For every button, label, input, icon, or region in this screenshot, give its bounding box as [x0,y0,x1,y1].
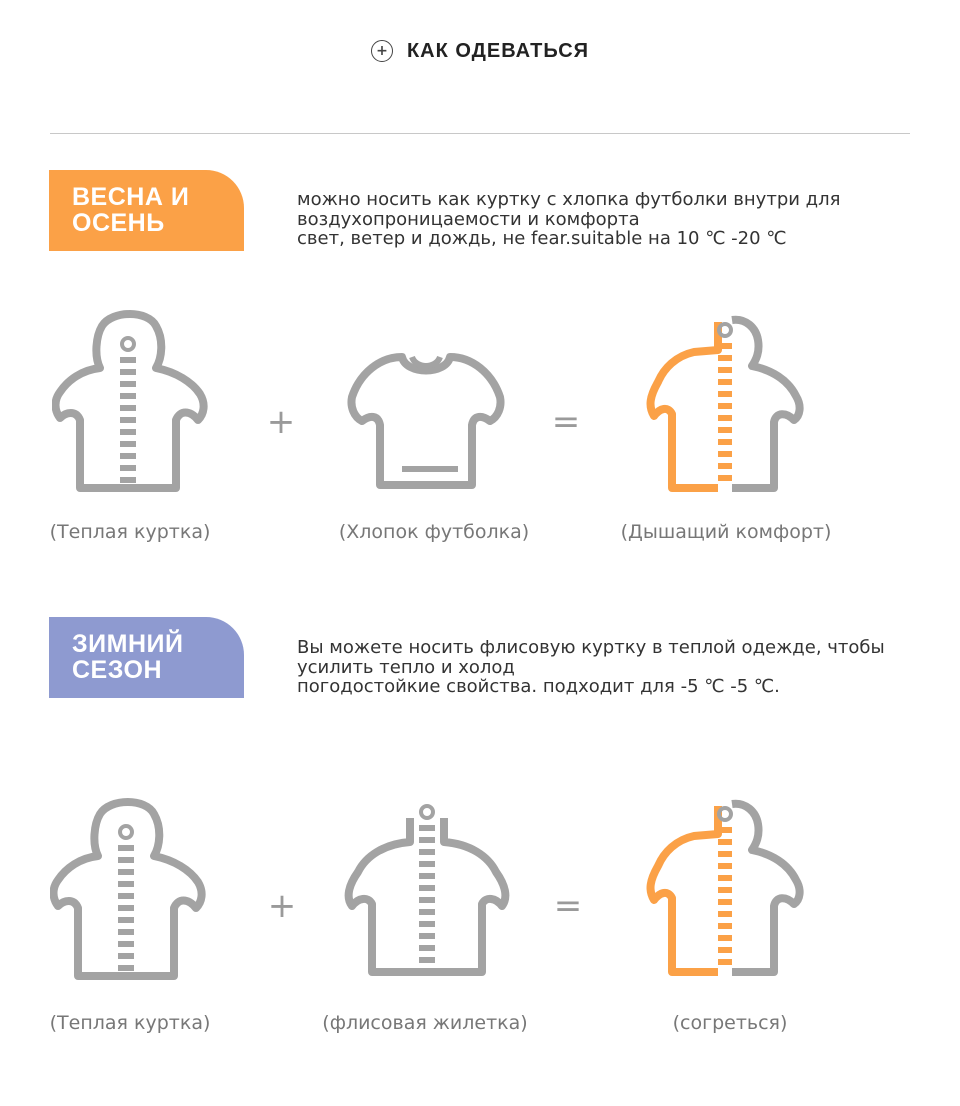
description-line: погодостойкие свойства. подходит для -5 ℃ -5 ℃. [297,676,780,697]
tshirt-icon [346,345,508,495]
item-caption: (Дышащий комфорт) [620,521,832,543]
jacket-icon [50,798,210,983]
description-line: воздухопроницаемости и комфорта [297,208,640,230]
plus-sign: + [267,886,297,926]
description-line: можно носить как куртку с хлопка футболки внутри для [297,189,841,210]
fleece-vest-icon [344,800,510,980]
badge-line: СЕЗОН [72,656,163,684]
item-caption: (согреться) [672,1012,788,1034]
circle-plus-icon: + [371,40,393,62]
season-badge-spring-autumn [49,170,244,251]
equals-sign: = [553,886,583,926]
badge-line: ВЕСНА И [72,183,190,211]
header-divider [50,133,910,134]
season-badge-winter [49,617,244,698]
page-title: КАК ОДЕВАТЬСЯ [406,39,590,62]
description-line: усилить тепло и холод [297,656,515,678]
item-caption: (флисовая жилетка) [322,1012,528,1034]
description-line: свет, ветер и дождь, не fear.suitable на 10 ℃ -20 ℃ [297,228,787,249]
item-caption: (Хлопок футболка) [338,521,530,543]
badge-line: ОСЕНЬ [72,209,165,237]
item-caption: (Теплая куртка) [49,521,211,543]
page-header [0,33,960,69]
jacket-icon [52,310,212,495]
equals-sign: = [551,402,581,442]
description-line: Вы можете носить флисовую куртку в теплой одежде, чтобы [297,637,885,658]
season-description [297,638,917,697]
half-orange-jacket-icon [646,796,808,981]
item-caption: (Теплая куртка) [49,1012,211,1034]
half-orange-jacket-icon [646,312,808,497]
season-description [297,190,917,249]
badge-line: ЗИМНИЙ [72,630,184,658]
plus-sign: + [266,402,296,442]
